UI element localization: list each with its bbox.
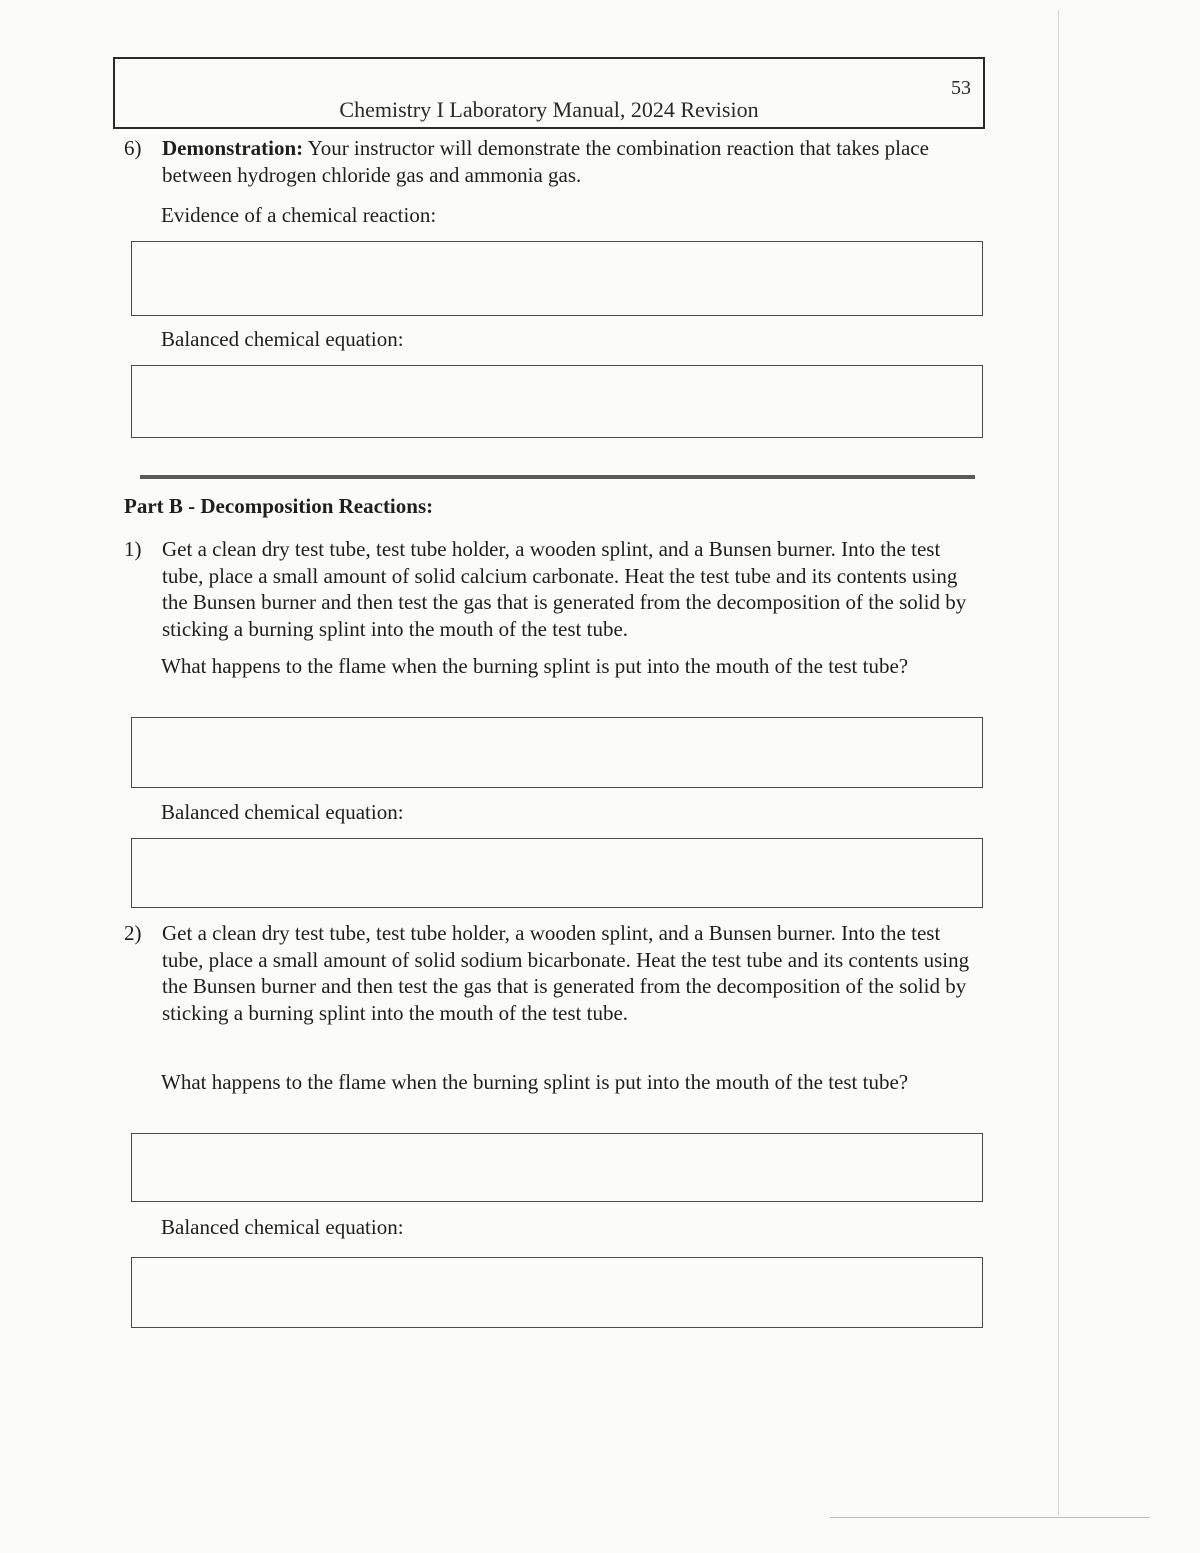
equation-answer-box-b1[interactable] (131, 838, 983, 908)
item-body: Get a clean dry test tube, test tube holder, a wooden splint, and a Bunsen burner. Into the test tube, place a small amount of solid sodium bicarbonate. Heat the test tube and its contents using the Bunsen burner and then test the gas that is generated from the decomposition of the solid by sticking a burning splint into the mouth of the test tube. (162, 921, 970, 1025)
equation-prompt-b1: Balanced chemical equation: (161, 800, 404, 824)
section-divider (140, 475, 975, 479)
item-number: 1) (124, 537, 142, 561)
equation-prompt-6: Balanced chemical equation: (161, 327, 404, 351)
scan-edge-bottom (830, 1517, 1150, 1518)
part-b-heading: Part B - Decomposition Reactions: (124, 494, 434, 518)
item-lead: Demonstration: (162, 136, 304, 160)
evidence-prompt: Evidence of a chemical reaction: (161, 203, 437, 227)
item-number: 2) (124, 921, 142, 945)
equation-prompt-b2: Balanced chemical equation: (161, 1215, 404, 1239)
item-6-demonstration (124, 135, 974, 188)
item-body: Get a clean dry test tube, test tube holder, a wooden splint, and a Bunsen burner. Into the test tube, place a small amount of solid calcium carbonate. Heat the test tube and its contents using the Bunsen burner and then test the gas that is generated from the decomposition of the solid by sticking a burning splint into the mouth of the test tube. (162, 537, 967, 641)
page-number: 53 (951, 77, 971, 99)
item-body: Your instructor will demonstrate the combination reaction that takes place between hydrogen chloride gas and ammonia gas. (162, 136, 929, 187)
item-text (162, 135, 974, 188)
equation-answer-box-b2[interactable] (131, 1257, 983, 1328)
equation-answer-box-6[interactable] (131, 365, 983, 438)
item-number: 6) (124, 136, 142, 160)
scan-edge-right (1058, 10, 1059, 1515)
manual-title: Chemistry I Laboratory Manual, 2024 Revision (339, 97, 759, 122)
evidence-answer-box[interactable] (131, 241, 983, 316)
flame-answer-box-1[interactable] (131, 717, 983, 788)
flame-question-1: What happens to the flame when the burning splint is put into the mouth of the test tube? (161, 654, 909, 678)
flame-question-2: What happens to the flame when the burning splint is put into the mouth of the test tube? (161, 1070, 909, 1094)
part-b-item-2 (124, 920, 974, 1026)
part-b-item-1 (124, 536, 974, 642)
flame-answer-box-2[interactable] (131, 1133, 983, 1202)
page-header (113, 57, 985, 129)
